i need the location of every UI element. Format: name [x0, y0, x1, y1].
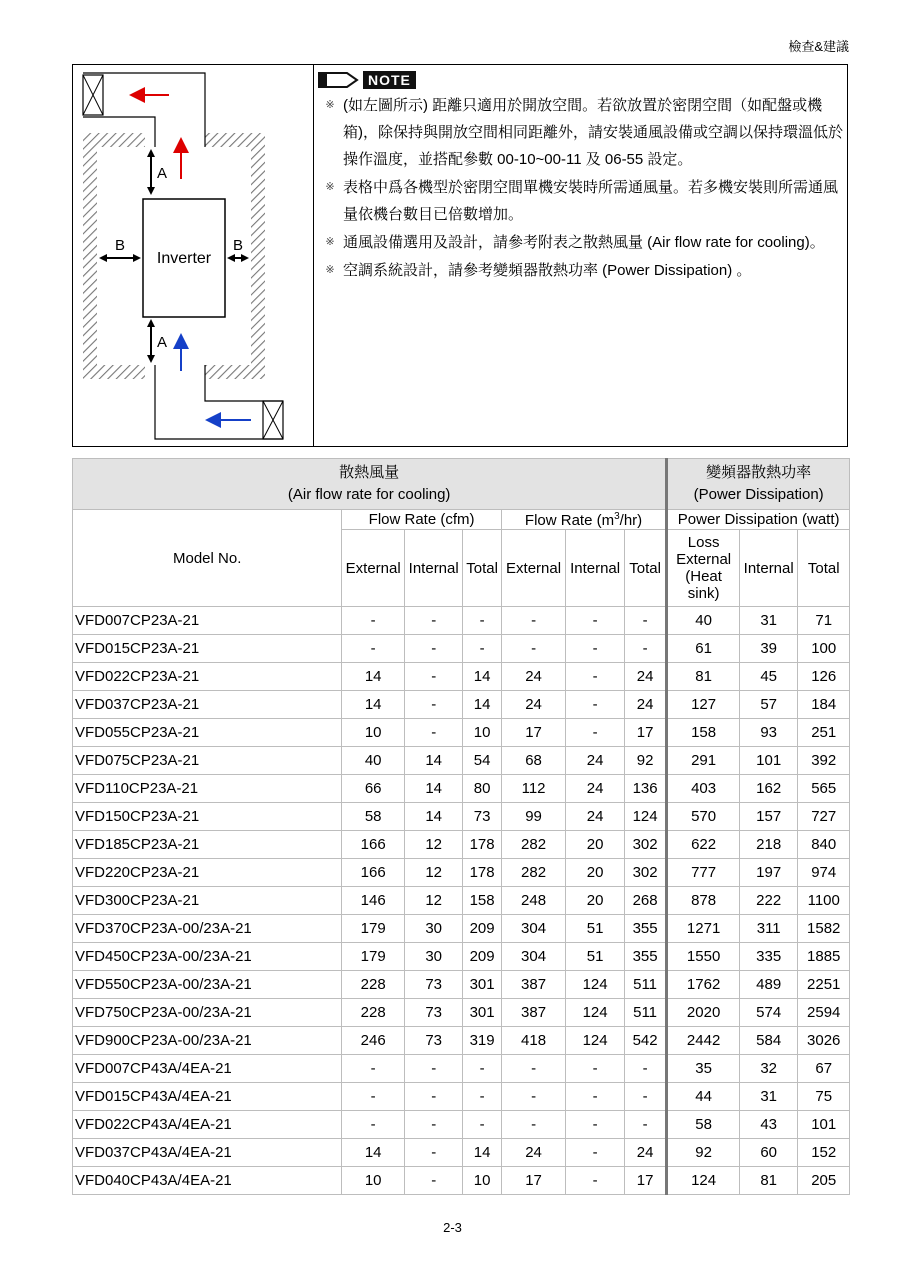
airflow-power-table — [72, 458, 850, 1195]
value-cell: 24 — [501, 1139, 566, 1167]
reference-mark-icon: ※ — [325, 99, 335, 111]
value-cell: - — [463, 607, 501, 635]
value-cell: 418 — [501, 1027, 566, 1055]
value-cell: 67 — [798, 1055, 850, 1083]
value-cell: - — [463, 1055, 501, 1083]
value-cell: 24 — [566, 803, 625, 831]
note-text: 通風設備選用及設計，請參考附表之散熱風量 (Air flow rate for cooling)。 — [343, 234, 825, 251]
value-cell: - — [404, 1139, 463, 1167]
value-cell: 75 — [798, 1083, 850, 1111]
value-cell: 61 — [667, 635, 740, 663]
value-cell: 355 — [624, 915, 666, 943]
model-cell: VFD015CP23A-21 — [73, 635, 342, 663]
value-cell: 355 — [624, 943, 666, 971]
value-cell: 31 — [739, 607, 798, 635]
value-cell: 387 — [501, 999, 566, 1027]
value-cell: 2594 — [798, 999, 850, 1027]
model-cell: VFD550CP23A-00/23A-21 — [73, 971, 342, 999]
value-cell: 30 — [404, 915, 463, 943]
note-text: (如左圖所示) 距離只適用於開放空間。若欲放置於密閉空間（如配盤或機箱)，除保持與開放空間相同距離外，請安裝通風設備或空調以保持環溫低於操作溫度，並搭配參數 00-10~00-11 及 06-55 設定。 — [343, 97, 843, 168]
model-cell: VFD015CP43A/4EA-21 — [73, 1083, 342, 1111]
pencil-icon — [317, 70, 361, 90]
value-cell: 2251 — [798, 971, 850, 999]
value-cell: 127 — [667, 691, 740, 719]
note-text: 空調系統設計，請參考變頻器散熱功率 (Power Dissipation) 。 — [343, 262, 752, 279]
value-cell: 1582 — [798, 915, 850, 943]
value-cell: 24 — [624, 1139, 666, 1167]
value-cell: 99 — [501, 803, 566, 831]
value-cell: 51 — [566, 915, 625, 943]
value-cell: 17 — [501, 719, 566, 747]
value-cell: 20 — [566, 887, 625, 915]
note-badge — [317, 69, 847, 91]
note-label: NOTE — [363, 71, 416, 89]
value-cell: 166 — [342, 859, 405, 887]
col-internal-watt: Internal — [739, 530, 798, 607]
value-cell: 511 — [624, 971, 666, 999]
value-cell: 92 — [624, 747, 666, 775]
value-cell: - — [566, 1111, 625, 1139]
value-cell: 10 — [342, 719, 405, 747]
table-row — [73, 663, 850, 691]
value-cell: 14 — [342, 691, 405, 719]
flow-m3-suffix: /hr) — [619, 511, 643, 529]
value-cell: 92 — [667, 1139, 740, 1167]
value-cell: 158 — [667, 719, 740, 747]
value-cell: 840 — [798, 831, 850, 859]
value-cell: 57 — [739, 691, 798, 719]
value-cell: - — [342, 1083, 405, 1111]
model-cell: VFD007CP43A/4EA-21 — [73, 1055, 342, 1083]
airflow-title: 散熱風量 — [339, 464, 400, 481]
value-cell: - — [501, 607, 566, 635]
value-cell: 100 — [798, 635, 850, 663]
value-cell: 32 — [739, 1055, 798, 1083]
value-cell: - — [342, 607, 405, 635]
model-cell: VFD022CP43A/4EA-21 — [73, 1111, 342, 1139]
value-cell: 1762 — [667, 971, 740, 999]
value-cell: - — [566, 691, 625, 719]
value-cell: 727 — [798, 803, 850, 831]
value-cell: - — [501, 1083, 566, 1111]
value-cell: 10 — [463, 1167, 501, 1195]
value-cell: - — [404, 1111, 463, 1139]
model-cell: VFD185CP23A-21 — [73, 831, 342, 859]
value-cell: 162 — [739, 775, 798, 803]
value-cell: 184 — [798, 691, 850, 719]
value-cell: - — [566, 1139, 625, 1167]
dimension-a-bottom: A — [157, 334, 168, 351]
value-cell: 302 — [624, 859, 666, 887]
value-cell: 24 — [501, 663, 566, 691]
power-header — [667, 459, 850, 510]
value-cell: 179 — [342, 943, 405, 971]
page-number: 2-3 — [443, 1220, 462, 1235]
value-cell: 14 — [463, 1139, 501, 1167]
power-watt-header: Power Dissipation (watt) — [667, 510, 850, 530]
model-cell: VFD750CP23A-00/23A-21 — [73, 999, 342, 1027]
value-cell: 282 — [501, 831, 566, 859]
value-cell: 124 — [624, 803, 666, 831]
note-item — [317, 92, 847, 173]
value-cell: 974 — [798, 859, 850, 887]
value-cell: 209 — [463, 915, 501, 943]
value-cell: 179 — [342, 915, 405, 943]
model-cell: VFD110CP23A-21 — [73, 775, 342, 803]
value-cell: 248 — [501, 887, 566, 915]
value-cell: 44 — [667, 1083, 740, 1111]
table-row — [73, 999, 850, 1027]
value-cell: 777 — [667, 859, 740, 887]
value-cell: 43 — [739, 1111, 798, 1139]
power-title: 變頻器散熱功率 — [706, 464, 812, 481]
note-section — [317, 69, 847, 284]
value-cell: 124 — [667, 1167, 740, 1195]
value-cell: 12 — [404, 887, 463, 915]
value-cell: 81 — [667, 663, 740, 691]
value-cell: 124 — [566, 1027, 625, 1055]
table-row — [73, 803, 850, 831]
value-cell: 73 — [404, 999, 463, 1027]
value-cell: 158 — [463, 887, 501, 915]
value-cell: - — [624, 1055, 666, 1083]
table-body — [73, 607, 850, 1195]
value-cell: 17 — [501, 1167, 566, 1195]
value-cell: 124 — [566, 999, 625, 1027]
value-cell: 126 — [798, 663, 850, 691]
value-cell: - — [501, 1111, 566, 1139]
value-cell: - — [463, 1111, 501, 1139]
value-cell: 319 — [463, 1027, 501, 1055]
value-cell: - — [566, 607, 625, 635]
col-external-cfm: External — [342, 530, 405, 607]
table-row — [73, 859, 850, 887]
value-cell: 17 — [624, 1167, 666, 1195]
value-cell: 60 — [739, 1139, 798, 1167]
value-cell: 222 — [739, 887, 798, 915]
value-cell: - — [566, 1083, 625, 1111]
value-cell: 136 — [624, 775, 666, 803]
value-cell: 228 — [342, 999, 405, 1027]
value-cell: 51 — [566, 943, 625, 971]
value-cell: - — [404, 1167, 463, 1195]
value-cell: 14 — [342, 1139, 405, 1167]
value-cell: - — [404, 607, 463, 635]
value-cell: - — [342, 1055, 405, 1083]
value-cell: 304 — [501, 943, 566, 971]
note-item — [317, 257, 847, 284]
value-cell: - — [566, 1167, 625, 1195]
value-cell: 58 — [342, 803, 405, 831]
value-cell: 282 — [501, 859, 566, 887]
flow-m3-sup: 3 — [614, 510, 620, 522]
col-internal-cfm: Internal — [404, 530, 463, 607]
col-loss-external: Loss External (Heat sink) — [667, 530, 740, 607]
value-cell: 45 — [739, 663, 798, 691]
value-cell: - — [404, 1055, 463, 1083]
value-cell: 81 — [739, 1167, 798, 1195]
value-cell: - — [404, 663, 463, 691]
value-cell: 878 — [667, 887, 740, 915]
value-cell: 31 — [739, 1083, 798, 1111]
value-cell: 101 — [798, 1111, 850, 1139]
table-row — [73, 1139, 850, 1167]
value-cell: 489 — [739, 971, 798, 999]
value-cell: 12 — [404, 831, 463, 859]
value-cell: - — [501, 635, 566, 663]
value-cell: - — [566, 719, 625, 747]
value-cell: - — [624, 607, 666, 635]
power-title-en: (Power Dissipation) — [693, 486, 824, 503]
table-row — [73, 831, 850, 859]
value-cell: - — [624, 1111, 666, 1139]
model-cell: VFD370CP23A-00/23A-21 — [73, 915, 342, 943]
value-cell: 403 — [667, 775, 740, 803]
value-cell: - — [566, 1055, 625, 1083]
value-cell: 246 — [342, 1027, 405, 1055]
model-cell: VFD300CP23A-21 — [73, 887, 342, 915]
value-cell: 205 — [798, 1167, 850, 1195]
value-cell: 58 — [667, 1111, 740, 1139]
value-cell: 12 — [404, 859, 463, 887]
value-cell: - — [624, 1083, 666, 1111]
value-cell: - — [566, 635, 625, 663]
value-cell: 251 — [798, 719, 850, 747]
value-cell: 73 — [404, 1027, 463, 1055]
dimension-a-top: A — [157, 165, 168, 182]
value-cell: 112 — [501, 775, 566, 803]
value-cell: 584 — [739, 1027, 798, 1055]
value-cell: 157 — [739, 803, 798, 831]
value-cell: 30 — [404, 943, 463, 971]
value-cell: 24 — [624, 691, 666, 719]
value-cell: 14 — [404, 775, 463, 803]
value-cell: - — [566, 663, 625, 691]
value-cell: 124 — [566, 971, 625, 999]
table-row — [73, 719, 850, 747]
model-cell: VFD037CP23A-21 — [73, 691, 342, 719]
value-cell: 2442 — [667, 1027, 740, 1055]
value-cell: - — [624, 635, 666, 663]
reference-mark-icon: ※ — [325, 264, 335, 276]
value-cell: 93 — [739, 719, 798, 747]
reference-mark-icon: ※ — [325, 236, 335, 248]
value-cell: 146 — [342, 887, 405, 915]
value-cell: - — [404, 691, 463, 719]
model-cell: VFD040CP43A/4EA-21 — [73, 1167, 342, 1195]
value-cell: 197 — [739, 859, 798, 887]
table-row — [73, 887, 850, 915]
value-cell: 178 — [463, 831, 501, 859]
value-cell: 24 — [624, 663, 666, 691]
value-cell: 20 — [566, 831, 625, 859]
value-cell: 14 — [404, 803, 463, 831]
table-row — [73, 1111, 850, 1139]
value-cell: 301 — [463, 999, 501, 1027]
value-cell: 80 — [463, 775, 501, 803]
value-cell: - — [404, 635, 463, 663]
model-cell: VFD022CP23A-21 — [73, 663, 342, 691]
value-cell: 302 — [624, 831, 666, 859]
value-cell: 14 — [463, 691, 501, 719]
value-cell: 291 — [667, 747, 740, 775]
value-cell: 268 — [624, 887, 666, 915]
value-cell: 1550 — [667, 943, 740, 971]
col-internal-m3: Internal — [566, 530, 625, 607]
col-total-watt: Total — [798, 530, 850, 607]
model-cell: VFD037CP43A/4EA-21 — [73, 1139, 342, 1167]
table-row — [73, 1083, 850, 1111]
value-cell: 178 — [463, 859, 501, 887]
value-cell: 387 — [501, 971, 566, 999]
dimension-b-left: B — [115, 237, 126, 254]
value-cell: 73 — [404, 971, 463, 999]
value-cell: 10 — [342, 1167, 405, 1195]
value-cell: 166 — [342, 831, 405, 859]
value-cell: 304 — [501, 915, 566, 943]
value-cell: 1885 — [798, 943, 850, 971]
inverter-label: Inverter — [156, 250, 212, 267]
value-cell: 35 — [667, 1055, 740, 1083]
value-cell: - — [463, 1083, 501, 1111]
value-cell: - — [404, 719, 463, 747]
model-cell: VFD900CP23A-00/23A-21 — [73, 1027, 342, 1055]
table-row — [73, 691, 850, 719]
airflow-header — [73, 459, 667, 510]
value-cell: - — [342, 1111, 405, 1139]
value-cell: 24 — [501, 691, 566, 719]
model-cell: VFD055CP23A-21 — [73, 719, 342, 747]
value-cell: 14 — [463, 663, 501, 691]
note-item — [317, 174, 847, 228]
value-cell: 152 — [798, 1139, 850, 1167]
airflow-title-en: (Air flow rate for cooling) — [287, 486, 451, 503]
section-header: 檢查&建議 — [788, 39, 849, 54]
table-row — [73, 635, 850, 663]
value-cell: 54 — [463, 747, 501, 775]
col-external-m3: External — [501, 530, 566, 607]
note-text: 表格中爲各機型於密閉空間單機安裝時所需通風量。若多機安裝則所需通風量依機台數目已倍數增加。 — [343, 179, 839, 223]
model-cell: VFD075CP23A-21 — [73, 747, 342, 775]
clearance-diagram — [73, 65, 313, 446]
panel-divider — [313, 65, 314, 446]
value-cell: 574 — [739, 999, 798, 1027]
value-cell: 311 — [739, 915, 798, 943]
value-cell: 17 — [624, 719, 666, 747]
value-cell: 24 — [566, 747, 625, 775]
value-cell: 570 — [667, 803, 740, 831]
value-cell: 392 — [798, 747, 850, 775]
table-row — [73, 971, 850, 999]
value-cell: 228 — [342, 971, 405, 999]
reference-mark-icon: ※ — [325, 181, 335, 193]
flow-m3-prefix: Flow Rate (m — [524, 511, 615, 529]
value-cell: 24 — [566, 775, 625, 803]
value-cell: 14 — [404, 747, 463, 775]
flow-m3-header — [501, 510, 667, 530]
value-cell: - — [501, 1055, 566, 1083]
dimension-b-right: B — [233, 237, 244, 254]
table-row — [73, 915, 850, 943]
value-cell: - — [463, 635, 501, 663]
model-cell: VFD450CP23A-00/23A-21 — [73, 943, 342, 971]
value-cell: 39 — [739, 635, 798, 663]
value-cell: 301 — [463, 971, 501, 999]
table-row — [73, 747, 850, 775]
col-total-m3: Total — [624, 530, 666, 607]
value-cell: 71 — [798, 607, 850, 635]
table-row — [73, 943, 850, 971]
value-cell: 1100 — [798, 887, 850, 915]
value-cell: 3026 — [798, 1027, 850, 1055]
table-row — [73, 1167, 850, 1195]
value-cell: 542 — [624, 1027, 666, 1055]
value-cell: 622 — [667, 831, 740, 859]
value-cell: 101 — [739, 747, 798, 775]
value-cell: 209 — [463, 943, 501, 971]
table-row — [73, 775, 850, 803]
model-header: Model No. — [73, 510, 342, 607]
value-cell: 66 — [342, 775, 405, 803]
value-cell: - — [342, 635, 405, 663]
flow-cfm-header: Flow Rate (cfm) — [342, 510, 501, 530]
table-row — [73, 1027, 850, 1055]
value-cell: 40 — [342, 747, 405, 775]
value-cell: 565 — [798, 775, 850, 803]
note-item — [317, 229, 847, 256]
model-cell: VFD007CP23A-21 — [73, 607, 342, 635]
value-cell: 2020 — [667, 999, 740, 1027]
table-row — [73, 607, 850, 635]
value-cell: 68 — [501, 747, 566, 775]
value-cell: 10 — [463, 719, 501, 747]
value-cell: - — [404, 1083, 463, 1111]
model-cell: VFD220CP23A-21 — [73, 859, 342, 887]
col-total-cfm: Total — [463, 530, 501, 607]
value-cell: 73 — [463, 803, 501, 831]
value-cell: 40 — [667, 607, 740, 635]
value-cell: 14 — [342, 663, 405, 691]
table-row — [73, 1055, 850, 1083]
value-cell: 511 — [624, 999, 666, 1027]
note-panel — [72, 64, 848, 447]
model-cell: VFD150CP23A-21 — [73, 803, 342, 831]
value-cell: 1271 — [667, 915, 740, 943]
value-cell: 218 — [739, 831, 798, 859]
value-cell: 20 — [566, 859, 625, 887]
value-cell: 335 — [739, 943, 798, 971]
